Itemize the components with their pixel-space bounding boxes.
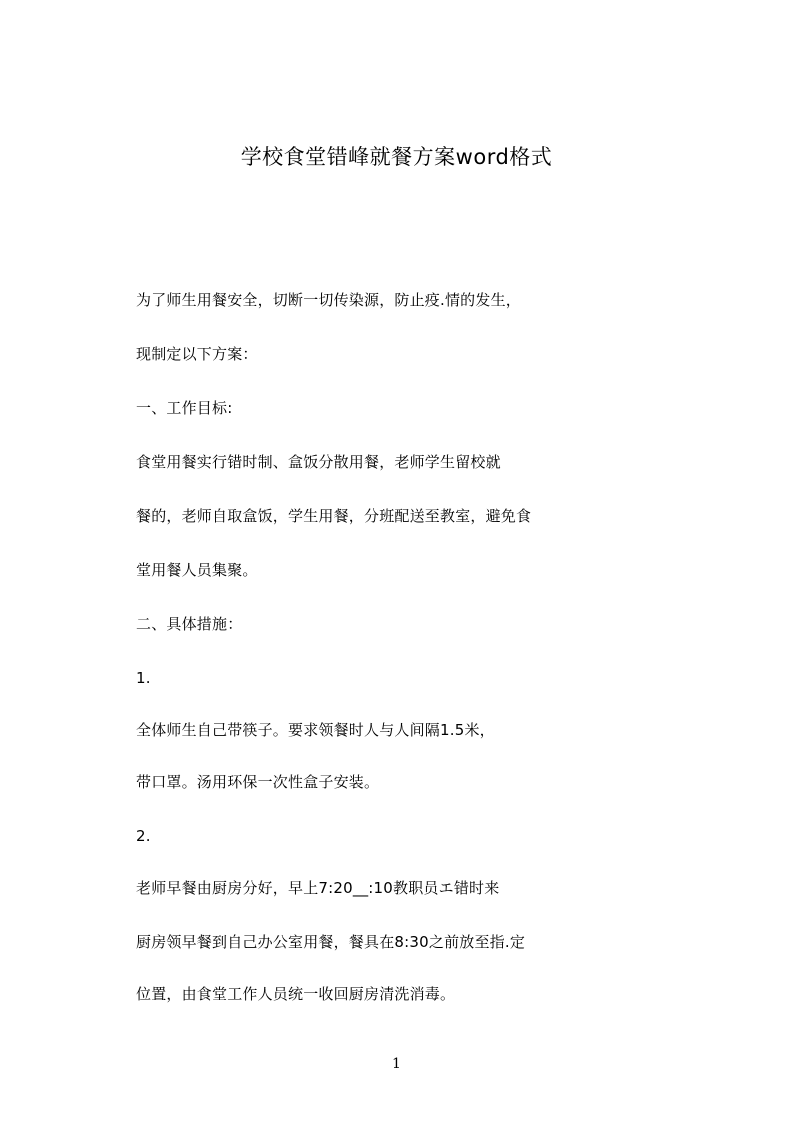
body-line: 食堂用餐实行错时制、盒饭分散用餐，老师学生留校就 <box>136 453 501 471</box>
body-line: 餐的，老师自取盒饭，学生用餐，分班配送至教室，避免食 <box>136 507 532 525</box>
body-line: 堂用餐人员集聚。 <box>136 561 258 579</box>
page-number: 1 <box>392 1056 401 1072</box>
body-line: 位置，由食堂工作人员统一收回厨房清洗消毒。 <box>136 985 456 1003</box>
body-line: 2. <box>136 827 151 845</box>
body-line: 全体师生自己带筷子。要求领餐时人与人间隔1.5米， <box>136 721 495 739</box>
body-line: 带口罩。汤用环保一次性盒子安装。 <box>136 773 380 791</box>
body-line: 一、工作目标: <box>136 399 233 417</box>
body-line: 1. <box>136 669 151 687</box>
body-line: 现制定以下方案： <box>136 345 258 363</box>
body-line: 为了师生用餐安全，切断一切传染源，防止疫.情的发生， <box>136 291 521 309</box>
body-line: 二、具体措施： <box>136 615 243 633</box>
body-line: 厨房领早餐到自己办公室用餐，餐具在8:30之前放至指.定 <box>136 933 526 951</box>
body-line: 老师早餐由厨房分好，早上7:20__:10教职员エ错时来 <box>136 879 500 897</box>
document-title: 学校食堂错峰就餐方案word格式 <box>240 145 553 169</box>
